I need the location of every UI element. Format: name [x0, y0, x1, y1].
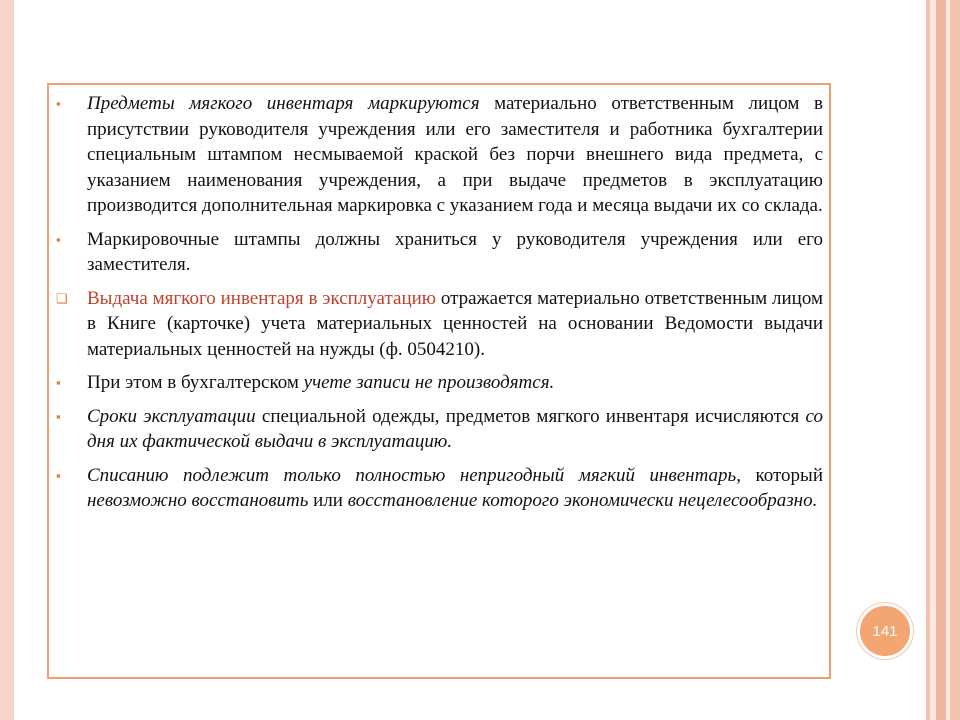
text-run: который — [740, 464, 823, 486]
text-run: отражается материально ответственным лицом в Книге (карточке) учета материальных ценностей на основании Ведомости выдачи материальных ценностей на нужды (ф. 0504210). — [87, 287, 823, 360]
text-run: При этом в бухгалтерском — [87, 372, 304, 393]
bullet-item — [55, 404, 823, 455]
bullet-item — [55, 286, 823, 363]
bullet-text — [87, 404, 823, 455]
bullet-list — [55, 91, 823, 522]
diamond-bullet-icon: ▪ — [56, 408, 61, 424]
diamond-bullet-icon: ▪ — [56, 467, 61, 483]
text-run: материально ответственным лицом в присутствии руководителя учреждения или его заместителя и работника бухгалтерии специальным штампом несмываемой краской без порчи внешнего вида предмета, с указанием наименования учреждения, а при выдаче предметов в эксплуатацию производится дополнительная маркировка с указанием года и месяца выдачи их со склада. — [87, 93, 823, 216]
square-bullet-icon: ❑ — [56, 290, 68, 306]
bullet-text — [87, 91, 823, 219]
bullet-item — [55, 463, 823, 514]
text-run: Маркировочные штампы должны храниться у руководителя учреждения или его заместителя. — [87, 228, 823, 275]
text-run: или — [308, 490, 348, 511]
bullet-item — [55, 370, 823, 396]
diamond-bullet-icon: ▪ — [56, 231, 61, 247]
text-run: невозможно восстановить — [87, 490, 309, 511]
bullet-text — [87, 463, 823, 514]
bullet-text — [87, 227, 823, 278]
bullet-item — [55, 91, 823, 219]
text-run: Выдача мягкого инвентаря в эксплуатацию — [87, 287, 436, 309]
diamond-bullet-icon: ▪ — [56, 375, 61, 390]
text-run: со дня их фактической выдачи в эксплуатацию. — [87, 405, 823, 452]
text-run: учете записи не производятся. — [303, 372, 555, 393]
page-number: 141 — [872, 622, 898, 640]
bullet-text — [87, 286, 823, 363]
text-run: Сроки эксплуатации — [87, 405, 256, 427]
page-number-badge — [857, 603, 913, 659]
text-run: специальной одежды, предметов мягкого инвентаря исчисляются — [255, 405, 806, 427]
left-decorative-border — [0, 0, 14, 720]
right-decorative-stripes — [926, 0, 960, 720]
bullet-item — [55, 227, 823, 278]
bullet-text — [87, 370, 823, 396]
text-run: Списанию подлежит только полностью непригодный мягкий инвентарь, — [87, 464, 741, 486]
text-run: Предметы мягкого инвентаря маркируются — [87, 93, 480, 114]
diamond-bullet-icon: ▪ — [56, 96, 61, 111]
text-run: восстановление которого экономически нецелесообразно. — [347, 490, 818, 511]
